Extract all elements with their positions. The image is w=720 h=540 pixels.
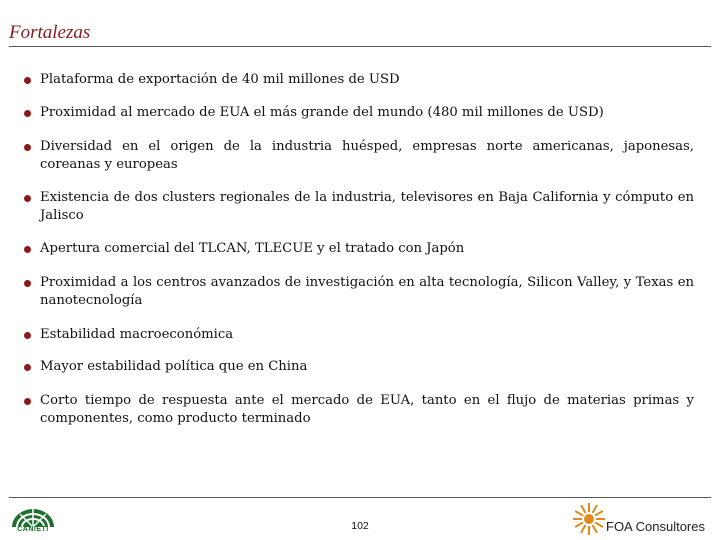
- bullet-item: [24, 358, 694, 376]
- slide-title: Fortalezas: [9, 22, 91, 43]
- bullet-text: Apertura comercial del TLCAN, TLECUE y el tratado con Japón: [40, 241, 465, 256]
- bullet-item: [24, 104, 694, 122]
- foa-sunburst-logo-icon: [572, 502, 606, 536]
- bullet-dot-icon: [24, 364, 31, 371]
- bullet-text: Corto tiempo de respuesta ante el mercado de EUA, tanto en el flujo de materias primas y componentes, como producto terminado: [40, 393, 694, 426]
- bullet-dot-icon: [24, 280, 31, 287]
- bullet-dot-icon: [24, 332, 31, 339]
- bullet-dot-icon: [24, 77, 31, 84]
- bullet-text: Mayor estabilidad política que en China: [40, 359, 308, 374]
- bullet-item: [24, 240, 694, 258]
- canieti-logo-text: CANIETI: [17, 526, 49, 533]
- bullet-item: [24, 326, 694, 344]
- bullet-dot-icon: [24, 398, 31, 405]
- bullet-text: Diversidad en el origen de la industria huésped, empresas norte americanas, japonesas, coreanas y europeas: [40, 139, 694, 172]
- bullet-text: Plataforma de exportación de 40 mil millones de USD: [40, 72, 400, 87]
- title-divider: [9, 46, 711, 47]
- bullet-dot-icon: [24, 195, 31, 202]
- bullet-dot-icon: [24, 144, 31, 151]
- bullet-text: Estabilidad macroeconómica: [40, 327, 234, 342]
- bullet-item: [24, 274, 694, 310]
- bullet-text: Proximidad a los centros avanzados de investigación en alta tecnología, Silicon Valley, y Texas en nanotecnología: [40, 275, 694, 308]
- bullet-dot-icon: [24, 246, 31, 253]
- foa-consultores-text: FOA Consultores: [606, 519, 705, 534]
- footer-divider: [9, 497, 711, 498]
- bullet-dot-icon: [24, 110, 31, 117]
- bullet-item: [24, 71, 694, 89]
- bullet-item: [24, 138, 694, 174]
- bullet-item: [24, 392, 694, 428]
- bullet-text: Proximidad al mercado de EUA el más grande del mundo (480 mil millones de USD): [40, 105, 604, 120]
- bullet-text: Existencia de dos clusters regionales de la industria, televisores en Baja California y cómputo en Jalisco: [40, 190, 694, 223]
- bullet-item: [24, 189, 694, 225]
- page-number: 102: [351, 520, 369, 532]
